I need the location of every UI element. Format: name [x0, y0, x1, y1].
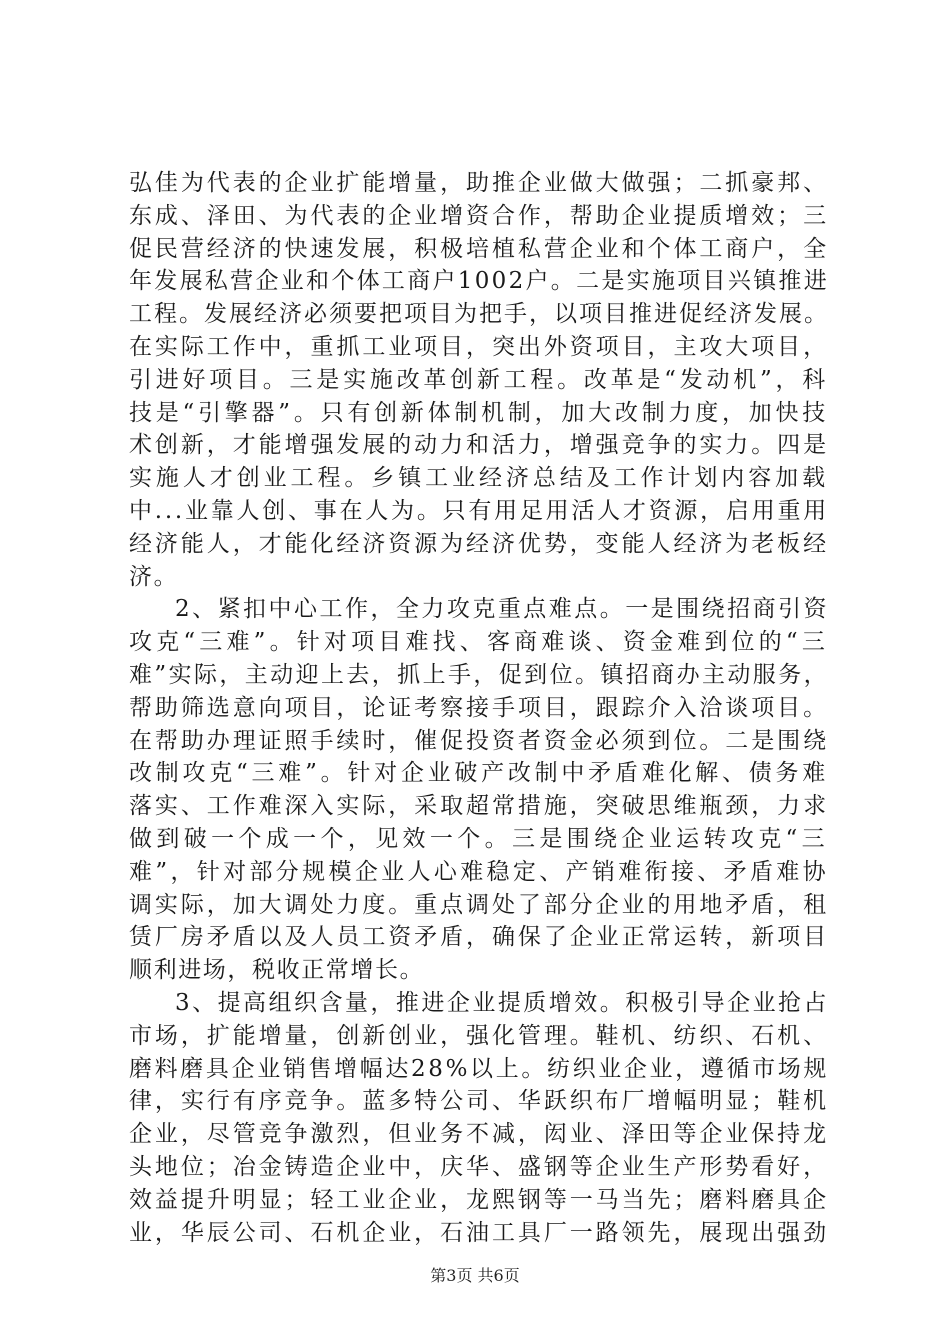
text-line: 引进好项目。三是实施改革创新工程。改革是“发动机”，科	[129, 366, 829, 393]
text-line: 赁厂房矛盾以及人员工资矛盾，确保了企业正常运转，新项目	[129, 924, 829, 951]
text-line: 工程。发展经济必须要把项目为把手，以项目推进促经济发展。	[129, 301, 829, 328]
text-line: 攻克“三难”。针对项目难找、客商难谈、资金难到位的“三	[129, 629, 829, 656]
text-line: 弘佳为代表的企业扩能增量，助推企业做大做强；二抓豪邦、	[129, 170, 829, 196]
text-line: 2、紧扣中心工作，全力攻克重点难点。一是围绕招商引资	[175, 596, 829, 623]
text-line: 年发展私营企业和个体工商户1002户。二是实施项目兴镇推进	[129, 268, 829, 295]
text-line: 市场，扩能增量，创新创业，强化管理。鞋机、纺织、石机、	[129, 1022, 829, 1049]
body-text	[129, 167, 829, 1249]
text-line: 调实际，加大调处力度。重点调处了部分企业的用地矛盾，租	[129, 891, 829, 918]
text-line: 顺利进场，税收正常增长。	[129, 957, 425, 984]
text-line: 促民营经济的快速发展，积极培植私营企业和个体工商户，全	[129, 235, 829, 262]
text-line: 在帮助办理证照手续时，催促投资者资金必须到位。二是围绕	[129, 727, 829, 754]
page-footer: 第3页 共6页	[430, 1266, 520, 1285]
text-line: 做到破一个成一个，见效一个。三是围绕企业运转攻克“三	[129, 825, 829, 852]
text-line: 律，实行有序竞争。蓝多特公司、华跃织布厂增幅明显；鞋机	[129, 1088, 829, 1115]
text-line: 效益提升明显；轻工业企业，龙熙钢等一马当先；磨料磨具企	[129, 1186, 829, 1213]
text-line: 难”实际，主动迎上去，抓上手，促到位。镇招商办主动服务，	[129, 661, 829, 688]
text-line: 落实、工作难深入实际，采取超常措施，突破思维瓶颈，力求	[129, 793, 829, 820]
text-line: 帮助筛选意向项目，论证考察接手项目，跟踪介入洽谈项目。	[129, 694, 829, 721]
text-line: 术创新，才能增强发展的动力和活力，增强竞争的实力。四是	[129, 432, 829, 459]
text-line: 业，华辰公司、石机企业，石油工具厂一路领先，展现出强劲	[129, 1219, 829, 1246]
text-line: 济。	[129, 563, 179, 590]
text-line: 头地位；冶金铸造企业中，庆华、盛钢等企业生产形势看好，	[129, 1153, 829, 1180]
text-line: 磨料磨具企业销售增幅达28%以上。纺织业企业，遵循市场规	[129, 1055, 829, 1082]
text-line: 企业，尽管竞争激烈，但业务不减，闳业、泽田等企业保持龙	[129, 1121, 829, 1148]
text-line: 难”，针对部分规模企业人心难稳定、产销难衔接、矛盾难协	[129, 858, 829, 885]
text-line: 改制攻克“三难”。针对企业破产改制中矛盾难化解、债务难	[129, 760, 829, 787]
text-line: 经济能人，才能化经济资源为经济优势，变能人经济为老板经	[129, 530, 829, 557]
text-line: 技是“引擎器”。只有创新体制机制，加大改制力度，加快技	[129, 399, 829, 426]
text-line: 东成、泽田、为代表的企业增资合作，帮助企业提质增效；三	[129, 202, 829, 229]
text-line: 中...业靠人创、事在人为。只有用足用活人才资源，启用重用	[129, 497, 829, 524]
text-line: 3、提高组织含量，推进企业提质增效。积极引导企业抢占	[175, 989, 829, 1016]
text-line: 在实际工作中，重抓工业项目，突出外资项目，主攻大项目，	[129, 333, 829, 360]
text-line: 实施人才创业工程。乡镇工业经济总结及工作计划内容加载	[129, 465, 829, 492]
